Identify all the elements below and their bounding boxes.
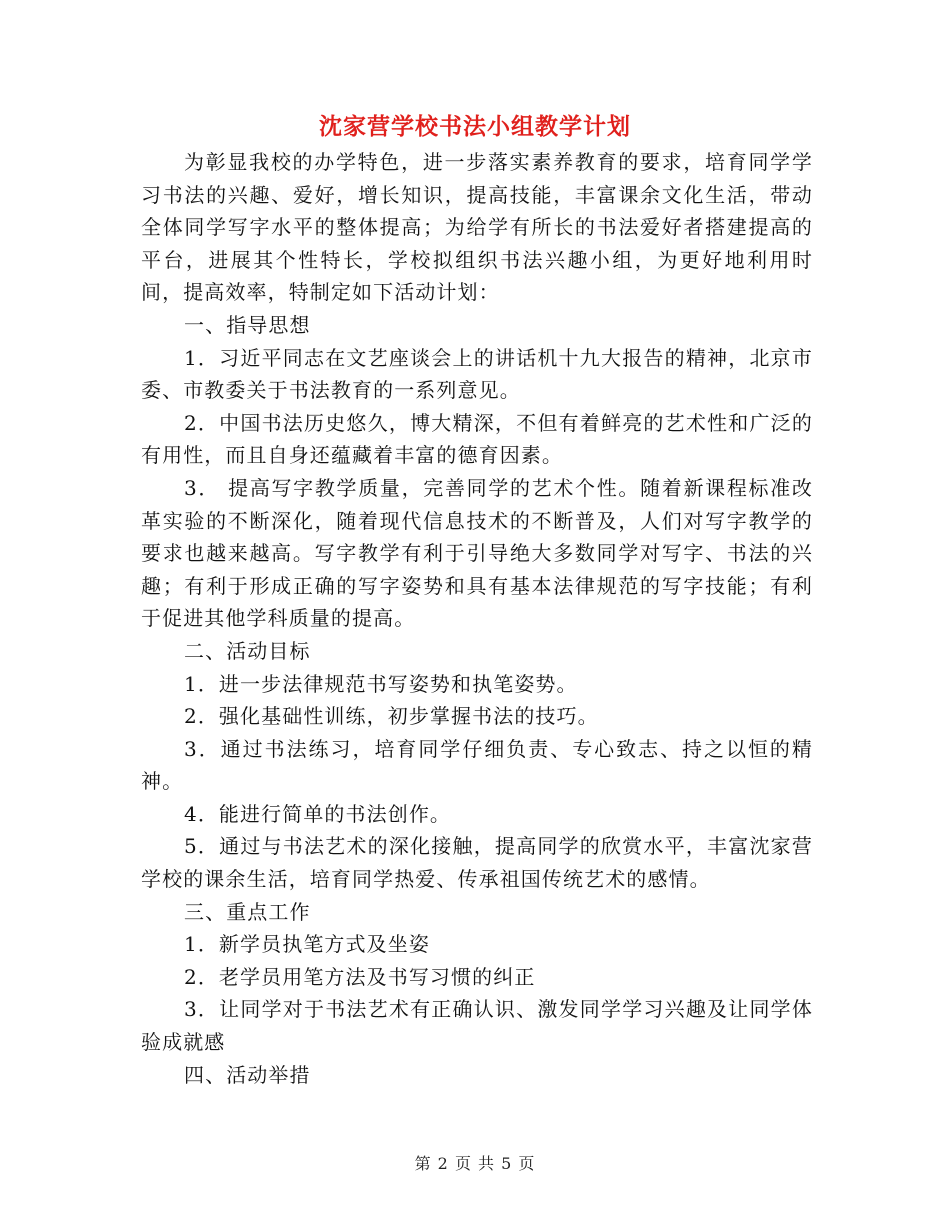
goal-item-2: 2．强化基础性训练，初步掌握书法的技巧。 (184, 704, 599, 729)
guiding-item-1: 1．习近平同志在文艺座谈会上的讲话机十九大报告的精神，北京市委、市教委关于书法教育的一系列意见。 (141, 345, 813, 403)
page-number-footer: 第 2 页 共 5 页 (414, 1154, 536, 1173)
section-heading-guiding-thought: 一、指导思想 (184, 312, 311, 337)
document-title: 沈家营学校书法小组教学计划 (319, 113, 631, 140)
goal-item-1: 1．进一步法律规范书写姿势和执笔姿势。 (184, 671, 578, 696)
intro-paragraph: 为彰显我校的办学特色，进一步落实素养教育的要求，培育同学学习书法的兴趣、爱好，增长知识，提高技能，丰富课余文化生活，带动全体同学写字水平的整体提高；为给学有所长的书法爱好者搭建提高的平台，进展其个性特长，学校拟组织书法兴趣小组，为更好地利用时间，提高效率，特制定如下活动计划： (141, 150, 813, 305)
section-heading-activity-measures: 四、活动举措 (184, 1062, 311, 1087)
guiding-item-3: 3． 提高写字教学质量，完善同学的艺术个性。随着新课程标准改革实验的不断深化，随着现代信息技术的不断普及，人们对写字教学的要求也越来越高。写字教学有利于引导绝大多数同学对写字、书法的兴趣；有利于形成正确的写字姿势和具有基本法律规范的写字技能；有利于促进其他学科质量的提高。 (141, 475, 813, 631)
goal-item-3: 3．通过书法练习，培育同学仔细负责、专心致志、持之以恒的精神。 (141, 736, 813, 794)
section-heading-key-work: 三、重点工作 (184, 899, 311, 924)
guiding-item-2: 2．中国书法历史悠久，博大精深，不但有着鲜亮的艺术性和广泛的有用性，而且自身还蕴藏着丰富的德育因素。 (141, 410, 813, 468)
key-work-item-3: 3．让同学对于书法艺术有正确认识、激发同学学习兴趣及让同学体验成就感 (141, 997, 813, 1055)
goal-item-4: 4．能进行简单的书法创作。 (184, 801, 452, 826)
key-work-item-1: 1．新学员执笔方式及坐姿 (184, 932, 430, 957)
section-heading-activity-goals: 二、活动目标 (184, 638, 311, 663)
key-work-item-2: 2．老学员用笔方法及书写习惯的纠正 (184, 964, 536, 989)
document-body (141, 146, 813, 1091)
goal-item-5: 5．通过与书法艺术的深化接触，提高同学的欣赏水平，丰富沈家营学校的课余生活，培育同学热爱、传承祖国传统艺术的感情。 (141, 834, 813, 892)
